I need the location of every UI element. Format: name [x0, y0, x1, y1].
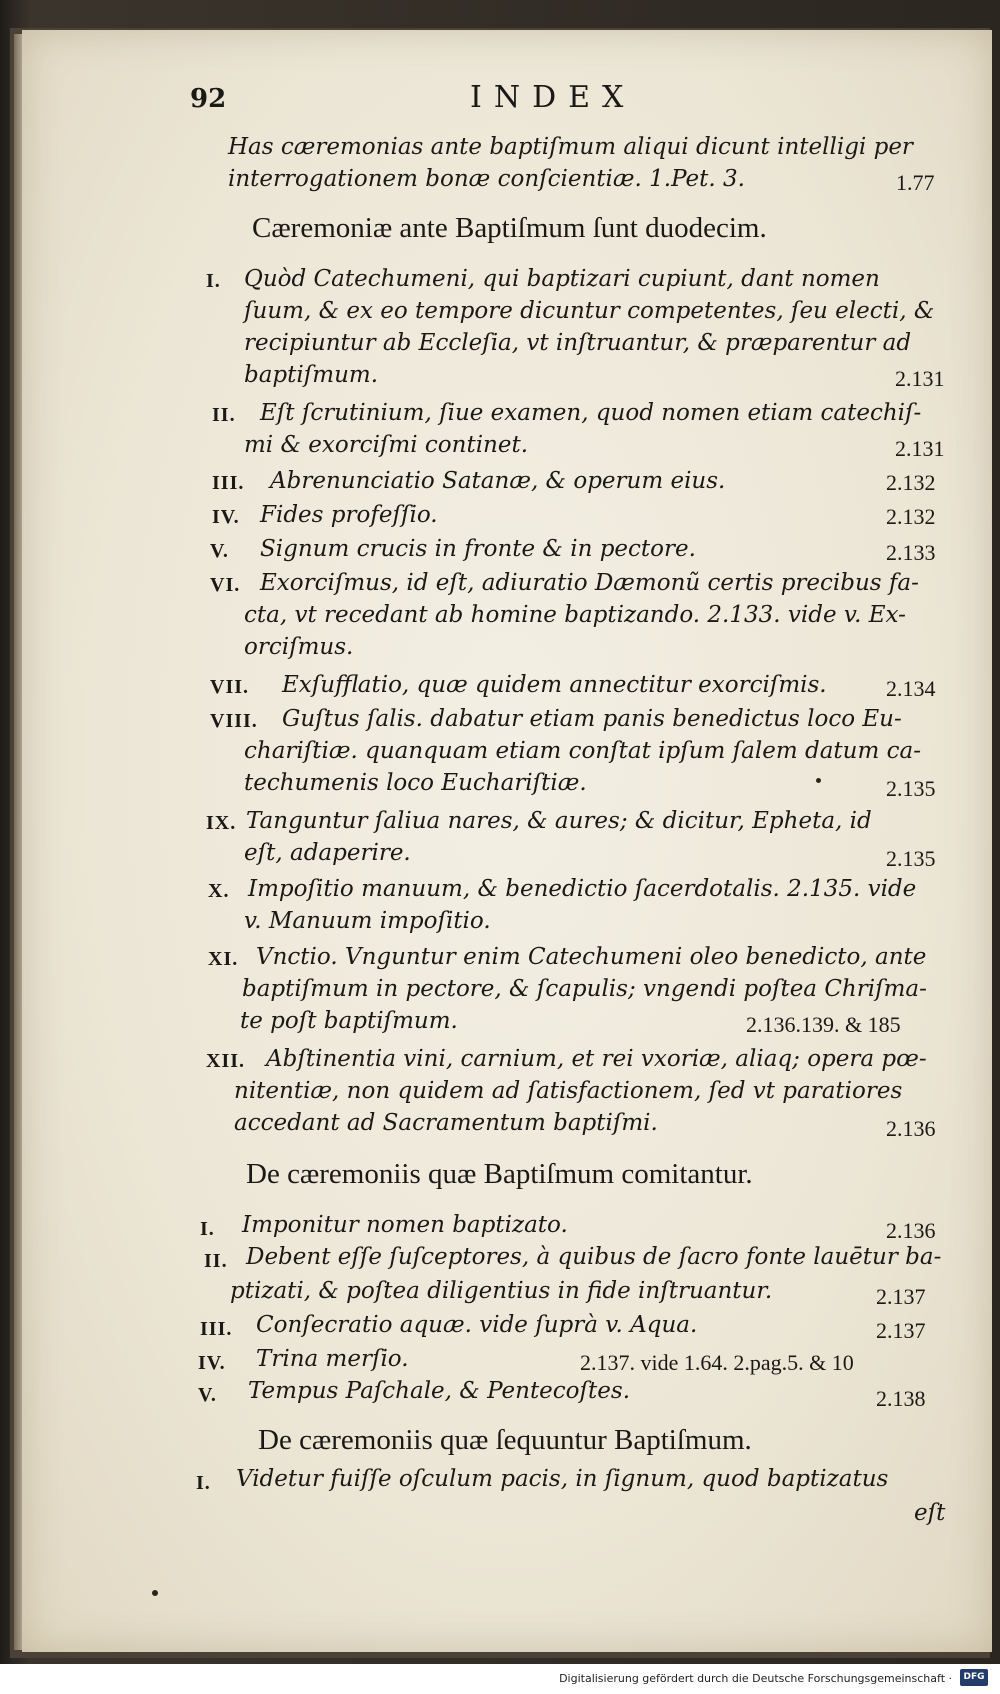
section-heading: De cæremoniis quæ ſequuntur Baptiſmum.	[258, 1424, 752, 1456]
entry-line: Trina merſio.	[256, 1346, 409, 1372]
entry-line: mi & exorciſmi continet.	[244, 432, 529, 458]
catchword: eſt	[914, 1500, 946, 1526]
entry-line: ſuum, & ex eo tempore dicuntur competentes, ſeu electi, &	[244, 298, 935, 324]
entry-numeral: III.	[200, 1318, 233, 1340]
entry-ref: 2.136.139. & 185	[746, 1012, 901, 1037]
page-number: 92	[190, 84, 227, 114]
entry-line: Guſtus ſalis. dabatur etiam panis benedictus loco Eu-	[282, 706, 902, 732]
entry-line: nitentiæ, non quidem ad ſatisfactionem, ſed vt paratiores	[234, 1078, 903, 1104]
entry-line: Videtur fuiſſe oſculum pacis, in ſignum, quod baptizatus	[236, 1466, 889, 1492]
entry-numeral: I.	[200, 1218, 215, 1240]
entry-line: v. Manuum impoſitio.	[244, 908, 491, 934]
entry-numeral: III.	[212, 472, 245, 494]
entry-numeral: VIII.	[210, 710, 258, 732]
entry-numeral: XII.	[206, 1050, 246, 1072]
entry-numeral: IX.	[206, 812, 237, 834]
entry-numeral: V.	[210, 540, 229, 562]
section-heading: De cæremoniis quæ Baptiſmum comitantur.	[246, 1158, 753, 1190]
entry-ref: 2.137	[876, 1284, 926, 1309]
ink-speck	[816, 778, 821, 783]
entry-ref: 2.138	[876, 1386, 926, 1411]
entry-numeral: IV.	[198, 1352, 226, 1374]
entry-line: Abrenunciatio Satanæ, & operum eius.	[270, 468, 726, 494]
entry-line: Signum crucis in fronte & in pectore.	[260, 536, 696, 562]
entry-ref: 2.136	[886, 1218, 936, 1243]
entry-line: Eſt ſcrutinium, ſiue examen, quod nomen etiam catechiſ-	[260, 400, 922, 426]
entry-numeral: I.	[196, 1472, 211, 1494]
intro-line: interrogationem bonæ conſcientiæ. 1.Pet. 3.	[228, 166, 745, 192]
entry-line: techumenis loco Euchariſtiæ.	[244, 770, 587, 796]
entry-line: baptiſmum in pectore, & ſcapulis; vngendi poſtea Chriſma-	[242, 976, 927, 1002]
entry-ref: 2.133	[886, 540, 936, 565]
entry-numeral: II.	[212, 404, 236, 426]
entry-line: Tempus Paſchale, & Pentecoſtes.	[248, 1378, 631, 1404]
entry-ref: 2.137	[876, 1318, 926, 1343]
entry-line: Vnctio. Vnguntur enim Catechumeni oleo benedicto, ante	[256, 944, 927, 970]
entry-numeral: I.	[206, 270, 221, 292]
entry-numeral: XI.	[208, 948, 239, 970]
entry-line: Impoſitio manuum, & benedictio ſacerdotalis. 2.135. vide	[248, 876, 917, 902]
entry-ref: 2.134	[886, 676, 936, 701]
footer-credit: Digitalisierung gefördert durch die Deutsche Forschungsgemeinschaft ·	[559, 1672, 952, 1685]
entry-line: cta, vt recedant ab homine baptizando. 2.133. vide v. Ex-	[244, 602, 906, 628]
entry-ref: 2.136	[886, 1116, 936, 1141]
entry-line: Fides profeſſio.	[260, 502, 438, 528]
entry-numeral: IV.	[212, 506, 240, 528]
entry-numeral: II.	[204, 1250, 228, 1272]
entry-line: chariſtiæ. quanquam etiam conſtat ipſum ſalem datum ca-	[244, 738, 921, 764]
dfg-logo-icon: DFG	[960, 1669, 988, 1686]
entry-line: Tanguntur ſaliua nares, & aures; & dicitur, Epheta, id	[246, 808, 872, 834]
entry-line: accedant ad Sacramentum baptiſmi.	[234, 1110, 658, 1136]
entry-ref: 2.132	[886, 470, 936, 495]
entry-ref: 2.135	[886, 776, 936, 801]
ink-speck	[152, 1590, 158, 1596]
entry-numeral: V.	[198, 1384, 217, 1406]
entry-line: orciſmus.	[244, 634, 354, 660]
running-head: INDEX	[470, 80, 636, 115]
entry-line: Exorciſmus, id eſt, adiuratio Dæmonũ certis precibus fa-	[260, 570, 919, 596]
entry-ref: 2.131	[895, 436, 945, 461]
entry-ref: 2.137. vide 1.64. 2.pag.5. & 10	[580, 1350, 854, 1375]
intro-ref: 1.77	[896, 170, 935, 195]
entry-line: eſt, adaperire.	[244, 840, 411, 866]
entry-line: ptizati, & poſtea diligentius in fide inſtruantur.	[230, 1278, 773, 1304]
entry-ref: 2.132	[886, 504, 936, 529]
entry-ref: 2.131	[895, 366, 945, 391]
entry-numeral: X.	[208, 880, 230, 902]
entry-line: Quòd Catechumeni, qui baptizari cupiunt, dant nomen	[244, 266, 880, 292]
entry-ref: 2.135	[886, 846, 936, 871]
entry-line: Abſtinentia vini, carnium, et rei vxoriæ, aliaq; opera pœ-	[266, 1046, 927, 1072]
entry-line: Conſecratio aquæ. vide ſuprà v. Aqua.	[256, 1312, 698, 1338]
entry-line: Debent eſſe ſuſceptores, à quibus de ſacro fonte lauētur ba-	[246, 1244, 942, 1270]
intro-line: Has cæremonias ante baptiſmum aliqui dicunt intelligi per	[228, 134, 913, 160]
entry-line: Exſufflatio, quæ quidem annectitur exorciſmis.	[282, 672, 827, 698]
entry-numeral: VII.	[210, 676, 250, 698]
entry-line: te poſt baptiſmum.	[240, 1008, 458, 1034]
entry-numeral: VI.	[210, 574, 241, 596]
entry-line: baptiſmum.	[244, 362, 379, 388]
entry-line: Imponitur nomen baptizato.	[242, 1212, 568, 1238]
section-heading: Cæremoniæ ante Baptiſmum ſunt duodecim.	[252, 212, 767, 244]
entry-line: recipiuntur ab Eccleſia, vt inſtruantur, & præparentur ad	[244, 330, 912, 356]
